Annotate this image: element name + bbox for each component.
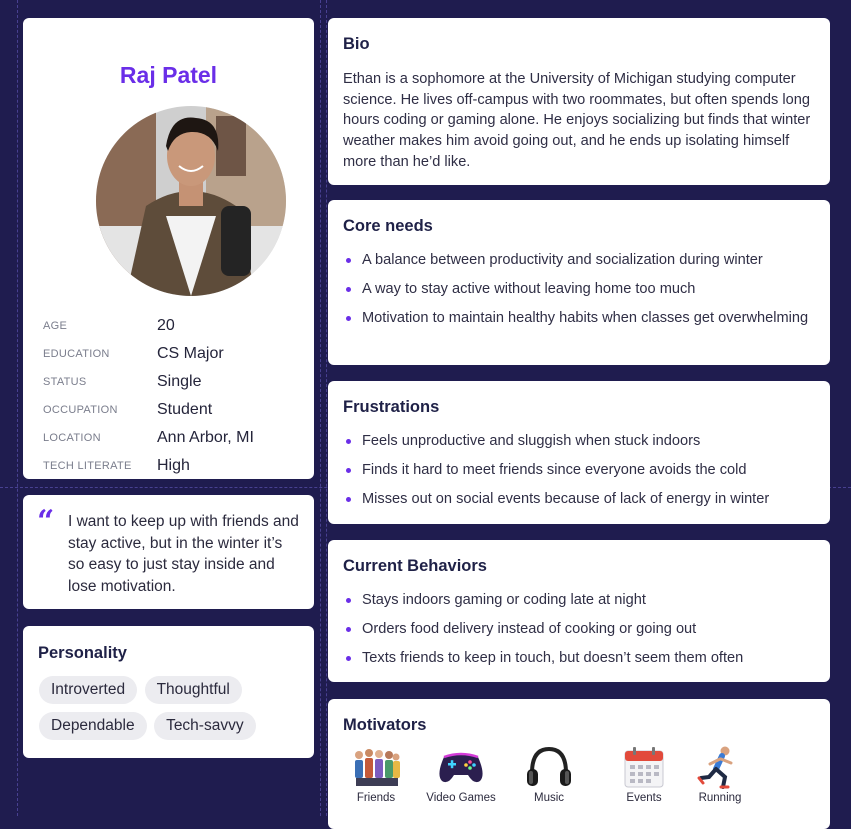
list-item: Finds it hard to meet friends since everyone avoids the cold (343, 460, 819, 481)
info-key: STATUS (43, 376, 87, 388)
behaviors-title: Current Behaviors (343, 557, 487, 575)
info-key: EDUCATION (43, 348, 110, 360)
calendar-icon (619, 745, 669, 789)
list-item: A way to stay active without leaving home too much (343, 279, 819, 300)
core-needs-list (343, 250, 819, 336)
list-item: Misses out on social events because of lack of energy in winter (343, 489, 819, 510)
motivator-label: Running (698, 792, 742, 804)
runner-icon (695, 745, 745, 789)
info-value: Student (157, 401, 213, 418)
info-key: TECH LITERATE (43, 460, 132, 472)
headphones-icon (524, 745, 574, 789)
personality-card (23, 626, 314, 758)
info-value: High (157, 457, 190, 474)
motivator-label: Video Games (426, 792, 496, 804)
info-value: Single (157, 373, 202, 390)
profile-card (23, 18, 314, 479)
bio-title: Bio (343, 35, 370, 53)
persona-info (43, 315, 303, 483)
trait-chip: Thoughtful (145, 676, 242, 704)
info-row-status (43, 371, 303, 399)
list-item: Motivation to maintain healthy habits when classes get overwhelming (343, 308, 819, 329)
quote-card (23, 495, 314, 609)
info-row-age (43, 315, 303, 343)
info-row-location (43, 427, 303, 455)
trait-chip: Introverted (39, 676, 137, 704)
list-item: A balance between productivity and socialization during winter (343, 250, 819, 271)
motivator-video-games (421, 745, 501, 804)
info-key: OCCUPATION (43, 404, 118, 416)
motivator-label: Events (626, 792, 662, 804)
list-item: Orders food delivery instead of cooking or going out (343, 619, 819, 640)
behaviors-card (328, 540, 830, 682)
avatar (96, 106, 286, 296)
quote-text: I want to keep up with friends and stay active, but in the winter it’s so easy to just stay inside and lose motivation. (68, 513, 299, 595)
trait-chip: Dependable (39, 712, 147, 740)
persona-name: Raj Patel (119, 62, 218, 88)
core-needs-card (328, 200, 830, 365)
trait-chip: Tech-savvy (154, 712, 256, 740)
motivators-card (328, 699, 830, 829)
motivator-running (680, 745, 760, 804)
info-key: AGE (43, 320, 68, 332)
bio-card (328, 18, 830, 185)
motivator-events (604, 745, 684, 804)
info-value: CS Major (157, 345, 224, 362)
list-item: Stays indoors gaming or coding late at night (343, 590, 819, 611)
quote-icon: “ (37, 504, 55, 539)
frustrations-card (328, 381, 830, 524)
behaviors-list (343, 590, 819, 676)
core-needs-title: Core needs (343, 217, 433, 235)
info-value: Ann Arbor, MI (157, 429, 254, 446)
info-row-occupation (43, 399, 303, 427)
personality-traits (39, 676, 304, 748)
info-value: 20 (157, 317, 175, 334)
info-key: LOCATION (43, 432, 101, 444)
motivator-label: Music (533, 792, 565, 804)
motivator-friends (336, 745, 416, 804)
list-item: Feels unproductive and sluggish when stuck indoors (343, 431, 819, 452)
bio-text: Ethan is a sophomore at the University of Michigan studying computer science. He lives off-campus with two roommates, but often spends long hours coding or gaming alone. He enjoys socializing but finds that winter weather makes him avoid going out, and he ends up isolating himself more than he’d like. (343, 71, 811, 170)
motivators-title: Motivators (343, 716, 427, 734)
motivator-music (509, 745, 589, 804)
personality-title: Personality (38, 644, 127, 662)
info-row-education (43, 343, 303, 371)
frustrations-list (343, 431, 819, 517)
info-row-tech-literate (43, 455, 303, 483)
motivator-label: Friends (356, 792, 396, 804)
friends-group-icon (351, 745, 401, 789)
game-controller-icon (436, 745, 486, 789)
list-item: Texts friends to keep in touch, but doesn’t seem them often (343, 648, 819, 669)
frustrations-title: Frustrations (343, 398, 440, 416)
